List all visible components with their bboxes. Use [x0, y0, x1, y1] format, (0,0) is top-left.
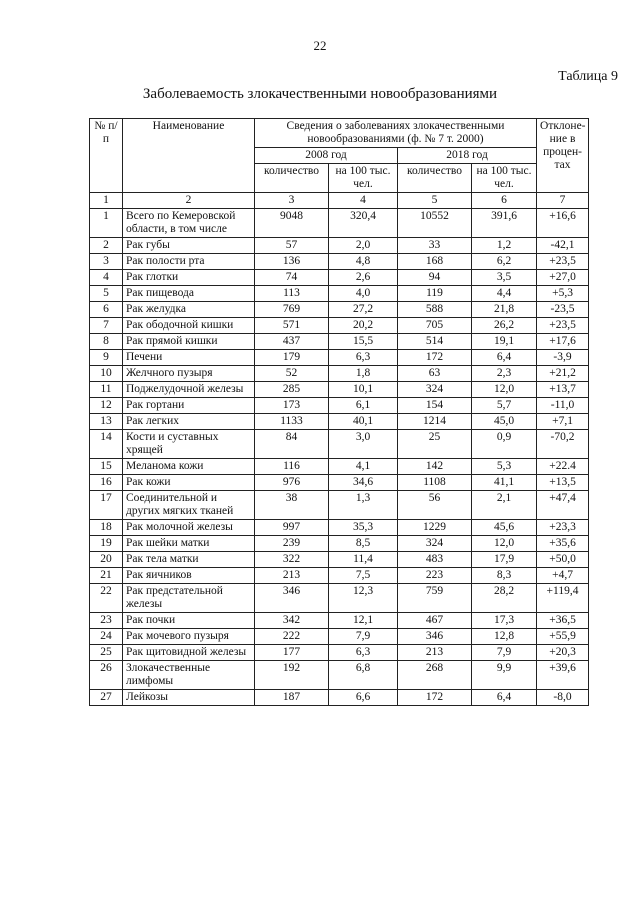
cell-rate-2018: 17,9 [472, 552, 537, 568]
cell-rate-2018: 6,2 [472, 254, 537, 270]
cell-rate-2008: 2,0 [329, 238, 398, 254]
cell-rate-2018: 0,9 [472, 430, 537, 459]
table-row [90, 645, 589, 661]
table-row [90, 382, 589, 398]
cell-rate-2008: 4,1 [329, 459, 398, 475]
cell-name: Меланома кожи [123, 459, 255, 475]
cell-rate-2018: 2,1 [472, 491, 537, 520]
table-row [90, 286, 589, 302]
cell-row-number: 9 [90, 350, 123, 366]
cell-rate-2008: 12,3 [329, 584, 398, 613]
cell-name: Рак мочевого пузыря [123, 629, 255, 645]
cell-rate-2008: 11,4 [329, 552, 398, 568]
cell-count-2008: 38 [255, 491, 329, 520]
cell-rate-2008: 4,8 [329, 254, 398, 270]
cell-row-number: 26 [90, 661, 123, 690]
cell-deviation: +5,3 [537, 286, 589, 302]
header-year-2018: 2018 год [398, 148, 537, 164]
cell-rate-2018: 21,8 [472, 302, 537, 318]
cell-name: Рак почки [123, 613, 255, 629]
cell-count-2008: 74 [255, 270, 329, 286]
cell-row-number: 27 [90, 690, 123, 706]
cell-deviation: +50,0 [537, 552, 589, 568]
cell-rate-2018: 45,0 [472, 414, 537, 430]
cell-row-number: 5 [90, 286, 123, 302]
cell-row-number: 11 [90, 382, 123, 398]
cell-count-2008: 1133 [255, 414, 329, 430]
cell-name: Рак щитовидной железы [123, 645, 255, 661]
cell-rate-2018: 45,6 [472, 520, 537, 536]
cell-row-number: 6 [90, 302, 123, 318]
header-rate-2018: на 100 тыс. чел. [472, 164, 537, 193]
cell-deviation: +39,6 [537, 661, 589, 690]
cell-rate-2018: 3,5 [472, 270, 537, 286]
cell-rate-2018: 5,7 [472, 398, 537, 414]
cell-count-2008: 187 [255, 690, 329, 706]
cell-rate-2008: 7,9 [329, 629, 398, 645]
cell-row-number: 22 [90, 584, 123, 613]
cell-name: Злокачественные лимфомы [123, 661, 255, 690]
cell-deviation: +7,1 [537, 414, 589, 430]
header-disease-info: Сведения о заболеваниях злокачественными новообразованиями (ф. № 7 т. 2000) [255, 119, 537, 148]
cell-count-2008: 9048 [255, 209, 329, 238]
table-label: Таблица 9 [558, 69, 618, 84]
cell-count-2008: 84 [255, 430, 329, 459]
cell-deviation: +16,6 [537, 209, 589, 238]
header-rate-2008: на 100 тыс. чел. [329, 164, 398, 193]
cell-row-number: 17 [90, 491, 123, 520]
cell-deviation: +55,9 [537, 629, 589, 645]
cell-rate-2018: 7,9 [472, 645, 537, 661]
cell-count-2018: 705 [398, 318, 472, 334]
cell-rate-2018: 41,1 [472, 475, 537, 491]
table-row [90, 334, 589, 350]
cell-count-2008: 322 [255, 552, 329, 568]
cell-name: Рак полости рта [123, 254, 255, 270]
header-count-2008: количество [255, 164, 329, 193]
cell-rate-2008: 7,5 [329, 568, 398, 584]
cell-rate-2008: 3,0 [329, 430, 398, 459]
cell-rate-2018: 12,8 [472, 629, 537, 645]
cell-count-2008: 116 [255, 459, 329, 475]
cell-count-2018: 172 [398, 350, 472, 366]
column-number: 3 [255, 193, 329, 209]
cell-rate-2008: 35,3 [329, 520, 398, 536]
cell-count-2018: 588 [398, 302, 472, 318]
cell-rate-2008: 15,5 [329, 334, 398, 350]
cell-count-2018: 168 [398, 254, 472, 270]
cell-deviation: -8,0 [537, 690, 589, 706]
cell-rate-2008: 320,4 [329, 209, 398, 238]
cell-deviation: +13,7 [537, 382, 589, 398]
cell-count-2018: 119 [398, 286, 472, 302]
column-number: 2 [123, 193, 255, 209]
cell-count-2008: 113 [255, 286, 329, 302]
cell-count-2008: 997 [255, 520, 329, 536]
table-row [90, 629, 589, 645]
cell-row-number: 15 [90, 459, 123, 475]
cell-rate-2008: 27,2 [329, 302, 398, 318]
cell-rate-2018: 9,9 [472, 661, 537, 690]
cell-count-2008: 57 [255, 238, 329, 254]
cell-count-2008: 192 [255, 661, 329, 690]
table-body [90, 209, 589, 706]
cell-count-2018: 514 [398, 334, 472, 350]
cell-rate-2018: 391,6 [472, 209, 537, 238]
header-row-number: № п/п [90, 119, 123, 193]
header-name: Наименование [123, 119, 255, 193]
cell-name: Рак ободочной кишки [123, 318, 255, 334]
table-row [90, 430, 589, 459]
cell-rate-2018: 28,2 [472, 584, 537, 613]
cell-name: Поджелудочной железы [123, 382, 255, 398]
column-number: 4 [329, 193, 398, 209]
column-number: 6 [472, 193, 537, 209]
table-row [90, 254, 589, 270]
cell-count-2018: 759 [398, 584, 472, 613]
cell-rate-2018: 26,2 [472, 318, 537, 334]
cell-count-2008: 222 [255, 629, 329, 645]
cell-count-2018: 483 [398, 552, 472, 568]
cell-name: Желчного пузыря [123, 366, 255, 382]
cell-deviation: +20,3 [537, 645, 589, 661]
table-row [90, 491, 589, 520]
header-year-2008: 2008 год [255, 148, 398, 164]
table-row [90, 661, 589, 690]
cell-count-2008: 346 [255, 584, 329, 613]
cell-deviation: +47,4 [537, 491, 589, 520]
table-row [90, 302, 589, 318]
table-row [90, 238, 589, 254]
cell-count-2008: 52 [255, 366, 329, 382]
table-row [90, 568, 589, 584]
cell-deviation: -70,2 [537, 430, 589, 459]
cell-rate-2008: 40,1 [329, 414, 398, 430]
cell-rate-2018: 6,4 [472, 690, 537, 706]
cell-row-number: 13 [90, 414, 123, 430]
cell-row-number: 25 [90, 645, 123, 661]
cell-rate-2018: 12,0 [472, 536, 537, 552]
cell-deviation: +36,5 [537, 613, 589, 629]
table-row [90, 209, 589, 238]
cell-count-2018: 324 [398, 536, 472, 552]
cell-rate-2008: 8,5 [329, 536, 398, 552]
cell-deviation: +21,2 [537, 366, 589, 382]
table-header [90, 119, 589, 209]
cell-row-number: 8 [90, 334, 123, 350]
cell-rate-2008: 6,3 [329, 645, 398, 661]
cell-deviation: -42,1 [537, 238, 589, 254]
cell-count-2018: 142 [398, 459, 472, 475]
column-number: 1 [90, 193, 123, 209]
cell-count-2008: 769 [255, 302, 329, 318]
cell-row-number: 19 [90, 536, 123, 552]
cell-name: Рак яичников [123, 568, 255, 584]
cell-count-2018: 56 [398, 491, 472, 520]
cell-count-2018: 154 [398, 398, 472, 414]
cell-count-2008: 285 [255, 382, 329, 398]
table-row [90, 690, 589, 706]
cell-rate-2008: 10,1 [329, 382, 398, 398]
cell-name: Рак шейки матки [123, 536, 255, 552]
cell-row-number: 23 [90, 613, 123, 629]
cell-count-2008: 976 [255, 475, 329, 491]
cell-count-2018: 223 [398, 568, 472, 584]
cell-rate-2008: 2,6 [329, 270, 398, 286]
cell-rate-2008: 1,8 [329, 366, 398, 382]
cell-deviation: +22.4 [537, 459, 589, 475]
table-row [90, 613, 589, 629]
column-number: 5 [398, 193, 472, 209]
table-row [90, 536, 589, 552]
cell-row-number: 24 [90, 629, 123, 645]
cell-count-2018: 346 [398, 629, 472, 645]
cell-deviation: +23,5 [537, 318, 589, 334]
cell-name: Рак гортани [123, 398, 255, 414]
cell-count-2018: 172 [398, 690, 472, 706]
table-row [90, 552, 589, 568]
cell-rate-2008: 6,6 [329, 690, 398, 706]
cell-count-2018: 10552 [398, 209, 472, 238]
incidence-table [89, 118, 589, 706]
cell-rate-2018: 6,4 [472, 350, 537, 366]
cell-count-2008: 179 [255, 350, 329, 366]
cell-deviation: +119,4 [537, 584, 589, 613]
cell-count-2018: 1108 [398, 475, 472, 491]
table-row [90, 459, 589, 475]
cell-rate-2008: 12,1 [329, 613, 398, 629]
cell-rate-2008: 20,2 [329, 318, 398, 334]
cell-row-number: 14 [90, 430, 123, 459]
column-number: 7 [537, 193, 589, 209]
cell-rate-2008: 1,3 [329, 491, 398, 520]
cell-name: Рак молочной железы [123, 520, 255, 536]
cell-count-2018: 268 [398, 661, 472, 690]
cell-rate-2008: 6,8 [329, 661, 398, 690]
cell-row-number: 20 [90, 552, 123, 568]
cell-rate-2008: 6,3 [329, 350, 398, 366]
cell-name: Всего по Кемеровской области, в том числе [123, 209, 255, 238]
cell-row-number: 2 [90, 238, 123, 254]
cell-count-2008: 437 [255, 334, 329, 350]
cell-count-2018: 33 [398, 238, 472, 254]
header-count-2018: количество [398, 164, 472, 193]
cell-count-2018: 213 [398, 645, 472, 661]
table-row [90, 414, 589, 430]
cell-name: Рак губы [123, 238, 255, 254]
table-row [90, 520, 589, 536]
cell-rate-2018: 5,3 [472, 459, 537, 475]
table-row [90, 398, 589, 414]
cell-count-2008: 213 [255, 568, 329, 584]
table-row [90, 318, 589, 334]
cell-row-number: 12 [90, 398, 123, 414]
cell-rate-2018: 4,4 [472, 286, 537, 302]
cell-deviation: +4,7 [537, 568, 589, 584]
cell-count-2018: 94 [398, 270, 472, 286]
cell-count-2008: 177 [255, 645, 329, 661]
cell-rate-2008: 34,6 [329, 475, 398, 491]
cell-count-2018: 1229 [398, 520, 472, 536]
cell-row-number: 21 [90, 568, 123, 584]
cell-name: Рак желудка [123, 302, 255, 318]
cell-rate-2018: 1,2 [472, 238, 537, 254]
page-number: 22 [313, 38, 327, 53]
cell-row-number: 1 [90, 209, 123, 238]
cell-name: Кости и суставных хрящей [123, 430, 255, 459]
cell-deviation: +13,5 [537, 475, 589, 491]
cell-deviation: -3,9 [537, 350, 589, 366]
cell-deviation: +17,6 [537, 334, 589, 350]
cell-name: Рак легких [123, 414, 255, 430]
cell-rate-2018: 8,3 [472, 568, 537, 584]
cell-row-number: 4 [90, 270, 123, 286]
cell-count-2008: 136 [255, 254, 329, 270]
cell-row-number: 10 [90, 366, 123, 382]
cell-deviation: +23,3 [537, 520, 589, 536]
cell-rate-2008: 6,1 [329, 398, 398, 414]
cell-name: Лейкозы [123, 690, 255, 706]
cell-row-number: 7 [90, 318, 123, 334]
cell-rate-2018: 12,0 [472, 382, 537, 398]
cell-deviation: -11,0 [537, 398, 589, 414]
cell-name: Соединительной и других мягких тканей [123, 491, 255, 520]
cell-name: Рак прямой кишки [123, 334, 255, 350]
cell-count-2008: 571 [255, 318, 329, 334]
column-number-row [90, 193, 589, 209]
cell-count-2018: 25 [398, 430, 472, 459]
cell-name: Рак кожи [123, 475, 255, 491]
table-row [90, 350, 589, 366]
cell-rate-2008: 4,0 [329, 286, 398, 302]
cell-rate-2018: 17,3 [472, 613, 537, 629]
table-row [90, 366, 589, 382]
cell-deviation: +35,6 [537, 536, 589, 552]
table-row [90, 584, 589, 613]
cell-name: Рак пищевода [123, 286, 255, 302]
cell-name: Печени [123, 350, 255, 366]
cell-row-number: 18 [90, 520, 123, 536]
cell-deviation: +27,0 [537, 270, 589, 286]
cell-count-2018: 467 [398, 613, 472, 629]
header-deviation: Отклоне-ние в процен-тах [537, 119, 589, 193]
table-row [90, 475, 589, 491]
cell-count-2008: 173 [255, 398, 329, 414]
cell-count-2018: 1214 [398, 414, 472, 430]
cell-name: Рак тела матки [123, 552, 255, 568]
cell-row-number: 3 [90, 254, 123, 270]
cell-count-2008: 342 [255, 613, 329, 629]
cell-name: Рак глотки [123, 270, 255, 286]
cell-rate-2018: 19,1 [472, 334, 537, 350]
cell-count-2008: 239 [255, 536, 329, 552]
cell-row-number: 16 [90, 475, 123, 491]
cell-count-2018: 324 [398, 382, 472, 398]
cell-deviation: +23,5 [537, 254, 589, 270]
cell-count-2018: 63 [398, 366, 472, 382]
cell-rate-2018: 2,3 [472, 366, 537, 382]
cell-deviation: -23,5 [537, 302, 589, 318]
table-title: Заболеваемость злокачественными новообразованиями [142, 86, 498, 102]
cell-name: Рак предстательной железы [123, 584, 255, 613]
table-row [90, 270, 589, 286]
